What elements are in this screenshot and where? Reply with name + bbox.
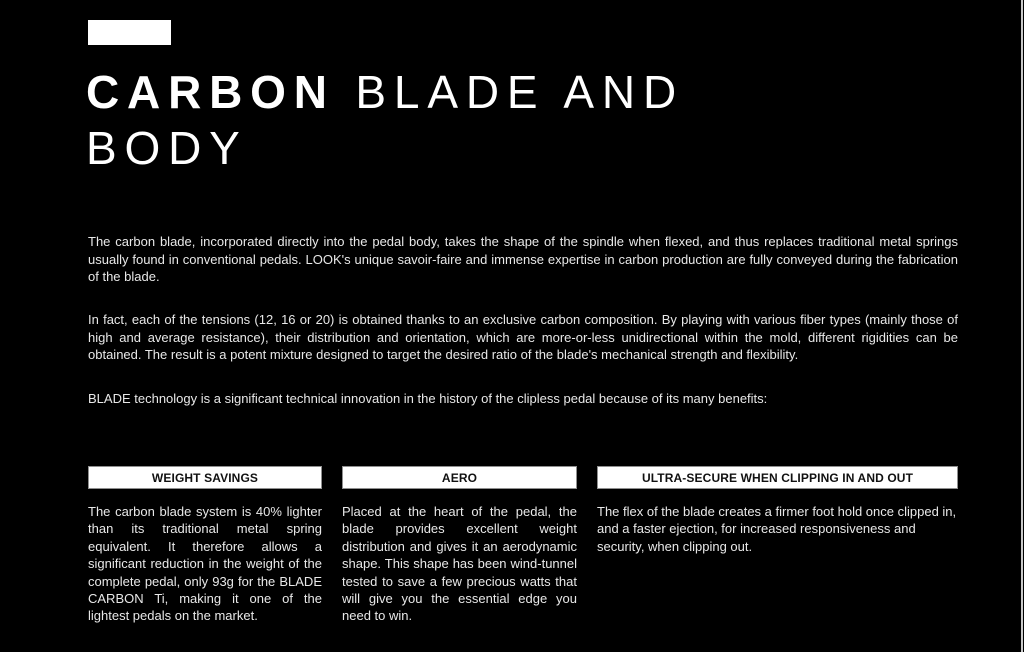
page-title-light: BLADE AND BODY — [86, 66, 685, 174]
feature-body-aero: Placed at the heart of the pedal, the blade provides excellent weight distribution and gives it an aerodynamic shape. This shape has been wind-tunnel tested to save a few precious watts that will give you the essential edge you need to win. — [342, 504, 577, 624]
feature-column-weight-savings — [88, 466, 322, 625]
feature-heading-box — [342, 466, 577, 489]
feature-heading-aero: AERO — [441, 470, 478, 485]
intro-paragraph-2: In fact, each of the tensions (12, 16 or 20) is obtained thanks to an exclusive carbon composition. By playing with various fiber types (mainly those of high and average resistance), their distribution and orientation, which are more-or-less unidirectional within the mold, different rigidities can be obtained. The result is a potent mixture designed to target the desired ratio of the blade's mechanical strength and flexibility. — [88, 312, 958, 362]
page-title-bold: CARBON — [86, 66, 335, 118]
accent-bar — [88, 20, 171, 45]
intro-paragraph-3: BLADE technology is a significant technical innovation in the history of the clipless pedal because of its many benefits: — [88, 391, 768, 406]
feature-heading-box — [597, 466, 958, 489]
feature-heading-weight-savings: WEIGHT SAVINGS — [151, 470, 259, 485]
feature-column-ultra-secure — [597, 466, 958, 625]
page-title — [86, 64, 786, 176]
intro-paragraph-1: The carbon blade, incorporated directly into the pedal body, takes the shape of the spindle when flexed, and thus replaces traditional metal springs usually found in conventional pedals. LOOK's unique savoir-faire and immense expertise in carbon production are fully conveyed during the fabrication of the blade. — [88, 234, 958, 284]
page-edge-line — [1021, 0, 1023, 652]
feature-heading-ultra-secure: ULTRA-SECURE WHEN CLIPPING IN AND OUT — [641, 470, 914, 485]
feature-column-aero — [342, 466, 577, 625]
feature-body-ultra-secure: The flex of the blade creates a firmer foot hold once clipped in, and a faster ejection, for increased responsiveness and security, when clipping out. — [597, 504, 957, 554]
features-row — [88, 466, 958, 625]
feature-body-weight-savings: The carbon blade system is 40% lighter than its traditional metal spring equivalent. It therefore allows a significant reduction in the weight of the complete pedal, only 93g for the BLADE CARBON Ti, making it one of the lightest pedals on the market. — [88, 504, 322, 624]
feature-heading-box — [88, 466, 322, 489]
